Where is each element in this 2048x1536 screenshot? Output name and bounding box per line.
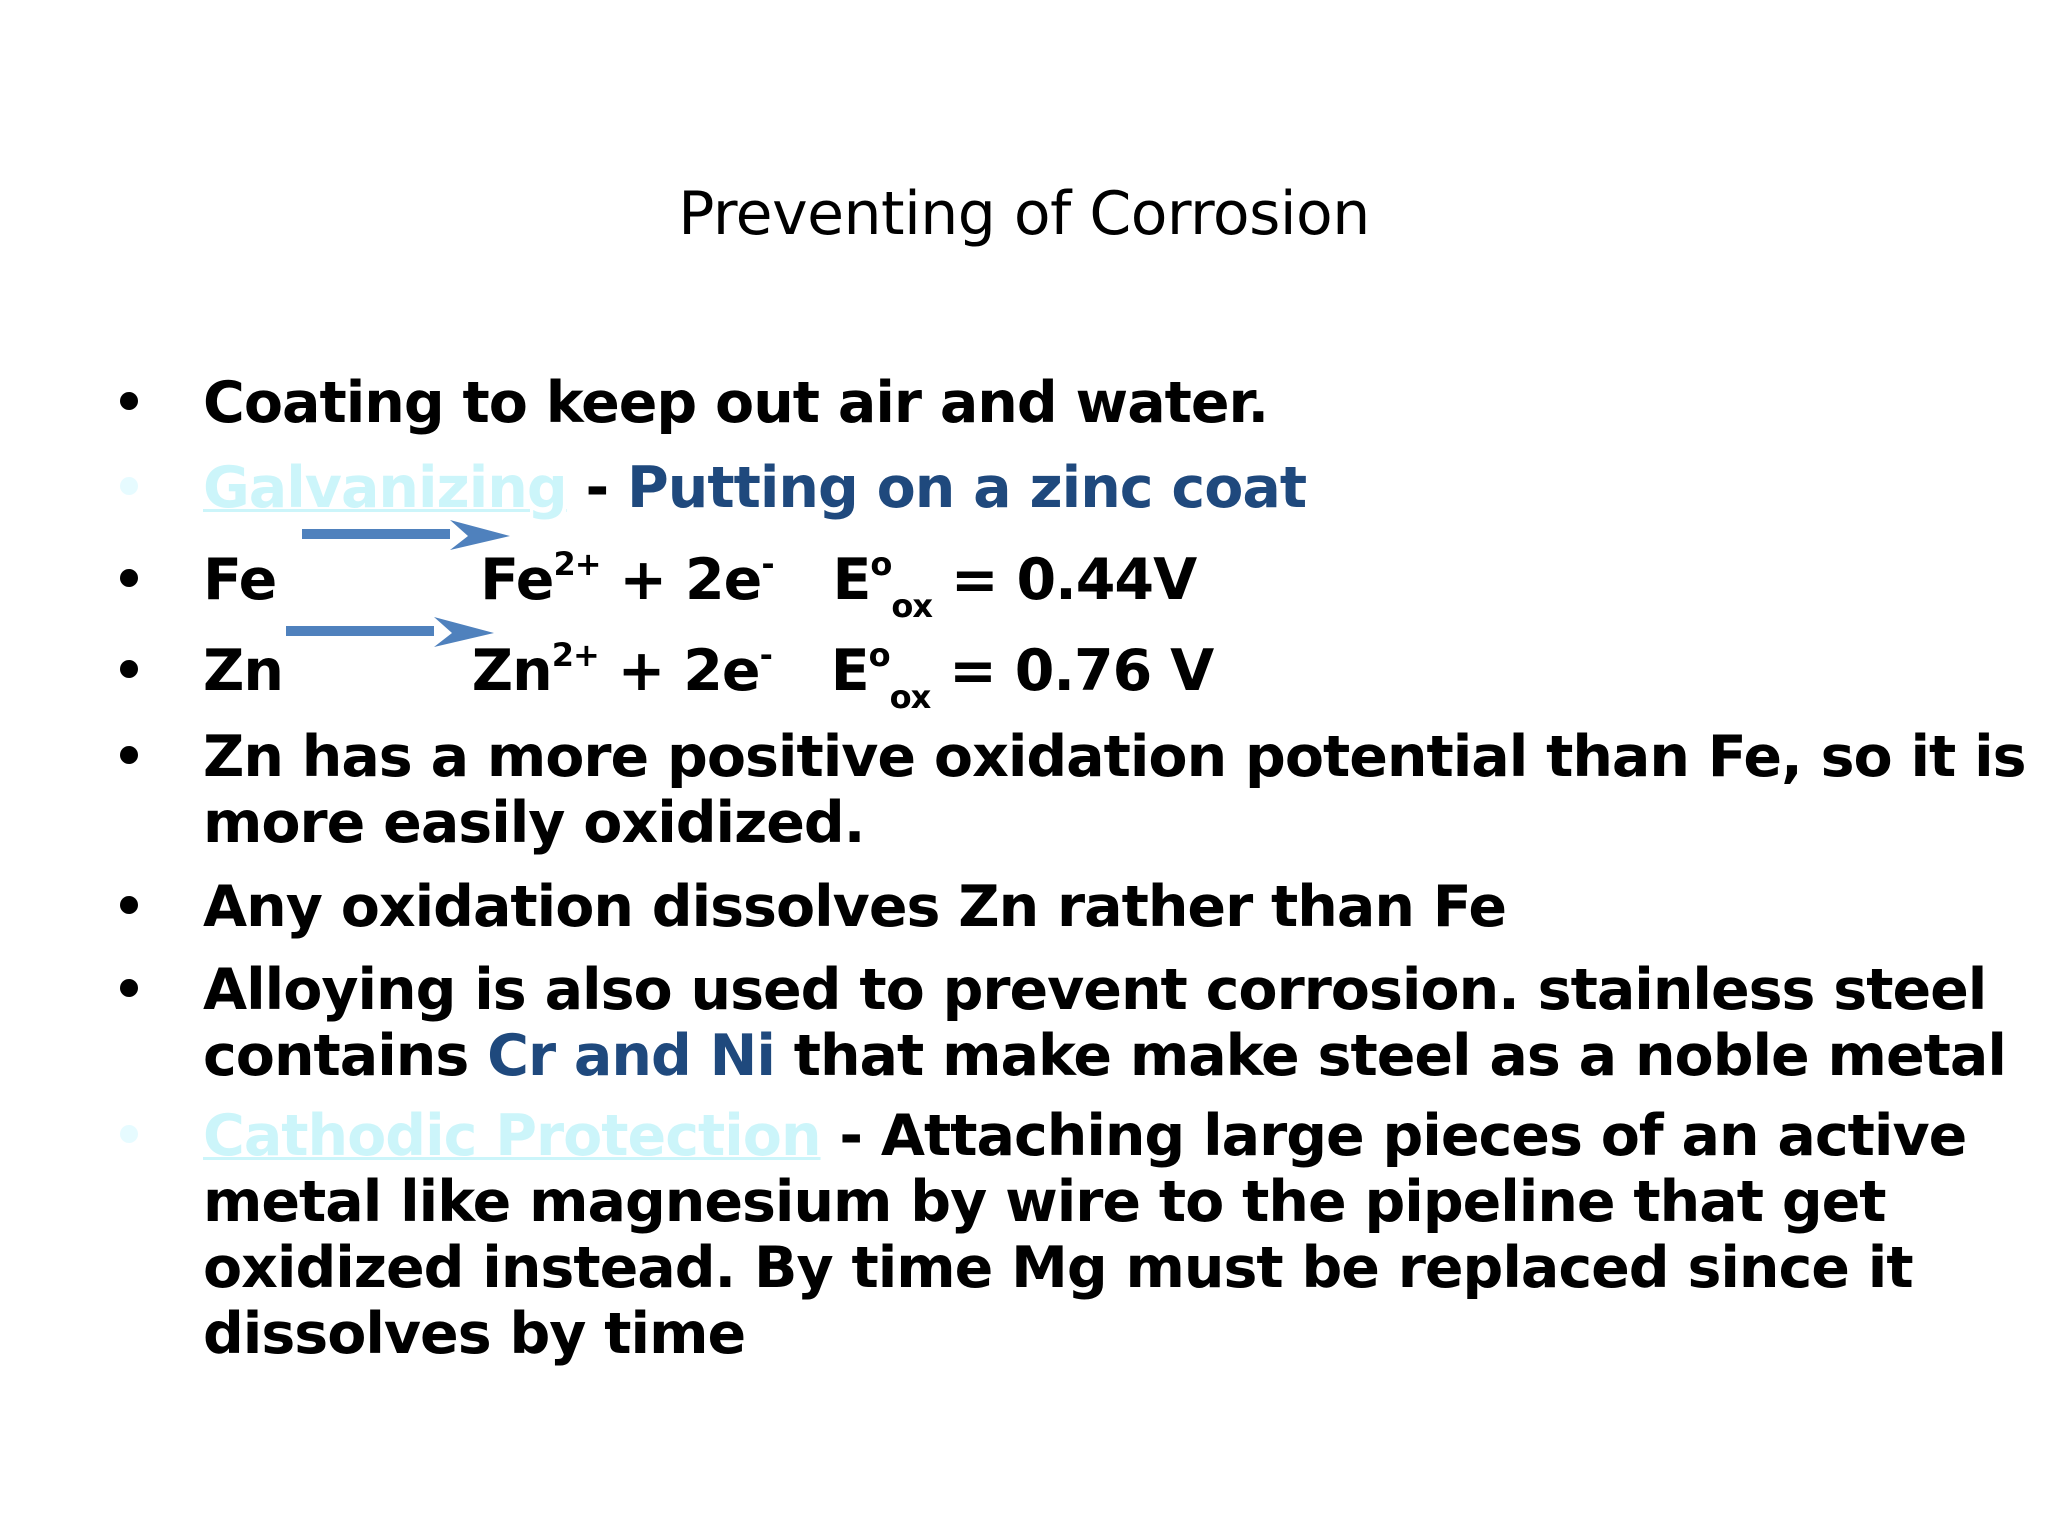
bullet-cathodic-line3: oxidized instead. By time Mg must be replaced since it xyxy=(203,1235,1913,1301)
bullet-dot xyxy=(120,746,138,764)
bullet-oxidation-dissolves: Any oxidation dissolves Zn rather than Fe xyxy=(203,874,1507,940)
slide-title: Preventing of Corrosion xyxy=(678,179,1370,249)
bullet-dot xyxy=(120,979,138,997)
zn-potential-symbol: E xyxy=(830,638,869,704)
zn-reactant: Zn xyxy=(203,638,283,704)
fe-potential-symbol: E xyxy=(832,547,871,613)
fe-reactant: Fe xyxy=(203,547,277,613)
zn-ox-label: ox xyxy=(889,678,931,716)
dash: - xyxy=(566,455,627,521)
fe-electron-sign: - xyxy=(761,545,774,583)
bullet-zn-reaction xyxy=(203,636,1214,716)
zn-electrons: + 2e xyxy=(598,638,760,704)
bullet-fe-reaction xyxy=(203,545,1197,625)
bullet-dot xyxy=(120,896,138,914)
alloying-text: contains xyxy=(203,1023,488,1089)
cr-ni-highlight: Cr and Ni xyxy=(487,1023,775,1089)
bullet-dot xyxy=(120,477,138,495)
bullet-zn-potential-line1: Zn has a more positive oxidation potential than Fe, so it is xyxy=(203,724,2026,790)
bullet-dot xyxy=(120,392,138,410)
bullet-dot xyxy=(120,1125,138,1143)
bullet-cathodic-line2: metal like magnesium by wire to the pipeline that get xyxy=(203,1169,1886,1235)
cathodic-protection-link[interactable]: Cathodic Protection xyxy=(203,1103,821,1169)
bullet-dot xyxy=(120,569,138,587)
zn-charge: 2+ xyxy=(551,636,599,674)
fe-standard-mark: o xyxy=(870,545,892,583)
fe-charge: 2+ xyxy=(553,545,601,583)
galvanizing-link[interactable]: Galvanizing xyxy=(203,455,567,521)
fe-electrons: + 2e xyxy=(600,547,762,613)
bullet-dot xyxy=(120,660,138,678)
bullet-cathodic-line4: dissolves by time xyxy=(203,1301,746,1367)
zn-potential-value: = 0.76 V xyxy=(930,638,1214,704)
bullet-coating: Coating to keep out air and water. xyxy=(203,370,1269,436)
cathodic-text: - Attaching large pieces of an active xyxy=(820,1103,1967,1169)
bullet-alloying-line2 xyxy=(203,1023,2006,1089)
fe-ox-label: ox xyxy=(891,587,932,625)
fe-product: Fe xyxy=(480,547,554,613)
bullet-zn-potential-line2: more easily oxidized. xyxy=(203,790,865,856)
galvanizing-description: Putting on a zinc coat xyxy=(626,455,1307,521)
bullet-alloying-line1: Alloying is also used to prevent corrosion. stainless steel xyxy=(203,957,1987,1023)
alloying-text-end: that make make steel as a noble metal xyxy=(774,1023,2006,1089)
bullet-galvanizing xyxy=(203,455,1306,521)
bullet-cathodic-line1 xyxy=(203,1103,1966,1169)
zn-standard-mark: o xyxy=(868,636,890,674)
fe-potential-value: = 0.44V xyxy=(932,547,1197,613)
zn-product: Zn xyxy=(471,638,552,704)
zn-electron-sign: - xyxy=(759,636,772,674)
